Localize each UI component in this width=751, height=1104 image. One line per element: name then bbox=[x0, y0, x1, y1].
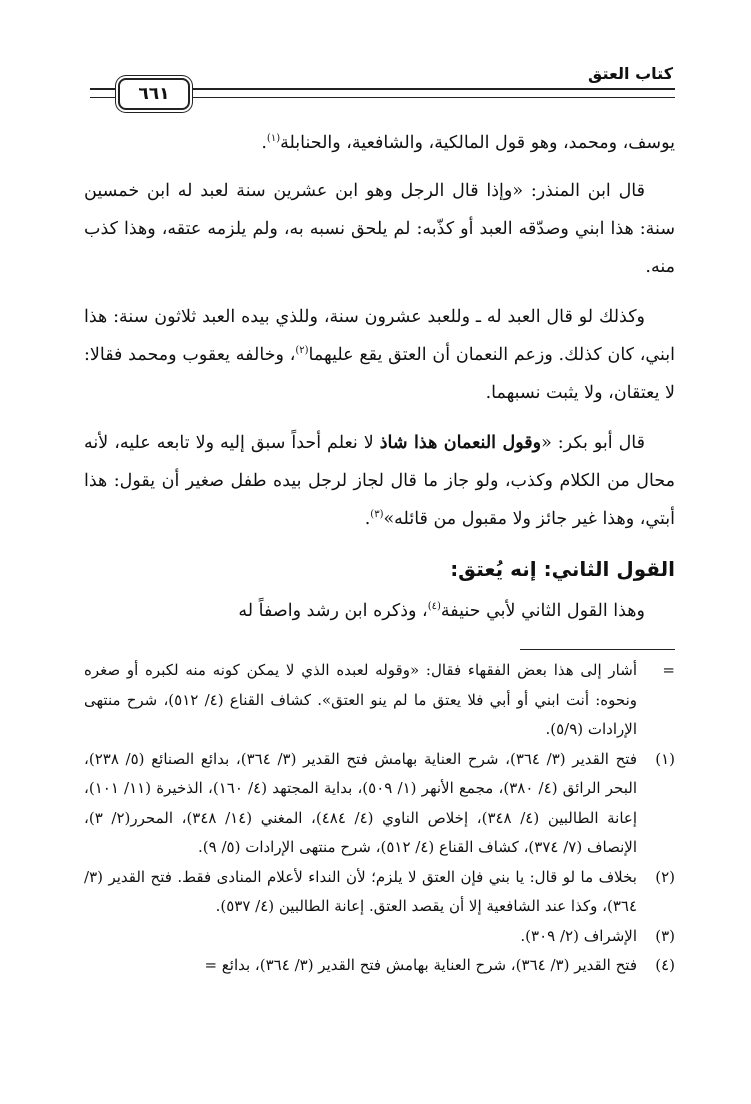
header-rule-left bbox=[90, 88, 116, 98]
header-rule bbox=[188, 88, 675, 98]
footnote-text: بخلاف ما لو قال: يا بني فإن العتق لا يلزم؛ لأن النداء لأعلام المنادى فقط. فتح القدير (٣/ ٣٦٤)، وكذا عند الشافعية إلا أن يقصد العتق. إعانة الطالبين (٤/ ٥٣٧). bbox=[84, 867, 637, 915]
footnote-2 bbox=[84, 863, 675, 922]
footnote-separator bbox=[520, 649, 675, 650]
footnote-text: فتح القدير (٣/ ٣٦٤)، شرح العناية بهامش فتح القدير (٣/ ٣٦٤)، بدائع الصنائع (٥/ ٢٣٨)، البحر الرائق (٤/ ٣٨٠)، مجمع الأنهر (١/ ٥٠٩)، بداية المجتهد (٤/ ١٦٠)، الذخيرة (١١/ ١٠١)، إعانة الطالبين (٤/ ٣٤٨)، إخلاص الناوي (٤/ ٤٨٤)، المغني (١٤/ ٣٤٨)، المحرر(٢/ ٣)، الإنصاف (٧/ ٣٧٤)، كشاف القناع (٤/ ٥١٢)، شرح منتهى الإرادات (٥/ ٩). bbox=[84, 749, 638, 856]
main-text bbox=[84, 124, 675, 642]
footnote-ref-3[interactable]: (٣) bbox=[370, 509, 384, 521]
footnote-4 bbox=[84, 951, 675, 981]
footnote-mark: = bbox=[662, 661, 675, 679]
paragraph-1: يوسف، ومحمد، وهو قول المالكية، والشافعية، والحنابلة$^{(١)}$. bbox=[261, 133, 675, 153]
footnote-mark: (٢) bbox=[655, 867, 675, 886]
footnote-ref-1[interactable]: (١) bbox=[266, 133, 281, 145]
footnote-text: فتح القدير (٣/ ٣٦٤)، شرح العناية بهامش فتح القدير (٣/ ٣٦٤)، بدائع = bbox=[204, 956, 637, 974]
section-heading: القول الثاني: إنه يُعتق: bbox=[450, 557, 675, 581]
paragraph-2: قال ابن المنذر: «وإذا قال الرجل وهو ابن عشرين سنة لعبد له ابن خمسين سنة: هذا ابني وصدّقه العبد أو كذّبه: لم يلحق نسبه به، ولم يلزمه عتقه، وهذا كذب منه. bbox=[84, 181, 675, 277]
footnote-text: أشار إلى هذا بعض الفقهاء فقال: «وقوله لعبده الذي لا يمكن كونه منه لكبره أو صغره ونحوه: أنت ابني أو أبي فلا يعتق ما لم ينو العتق». كشاف القناع (٤/ ٥١٢)، شرح منتهى الإرادات (٥/٩). bbox=[84, 661, 637, 738]
footnote-mark: (٤) bbox=[655, 956, 675, 974]
footnote-3 bbox=[84, 922, 675, 952]
footnote-ref-4[interactable]: (٤) bbox=[427, 601, 441, 613]
footnote-ref-2[interactable]: (٢) bbox=[295, 345, 309, 357]
footnote-1 bbox=[84, 745, 675, 863]
paragraph-5: وهذا القول الثاني لأبي حنيفة$^{(٤)}$، وذكره ابن رشد واصفاً له bbox=[238, 601, 645, 621]
paragraph-3: وكذلك لو قال العبد له ـ وللعبد عشرون سنة، وللذي بيده العبد ثلاثون سنة: هذا ابني، كان كذلك. وزعم النعمان أن العتق يقع عليهما$^{(٢)}$، وخالفه يعقوب ومحمد فقالا: لا يعتقان، ولا يثبت نسبهما. bbox=[84, 307, 675, 403]
footnote-mark: (١) bbox=[655, 749, 675, 768]
footnote-text: الإشراف (٢/ ٣٠٩). bbox=[520, 926, 637, 945]
bold-quote: وقول النعمان هذا شاذ bbox=[379, 433, 542, 453]
page-number: ٦٦١ bbox=[118, 78, 190, 110]
footnotes bbox=[84, 656, 675, 981]
footnote-continued bbox=[84, 656, 675, 745]
paragraph-4: قال أبو بكر: «وقول النعمان هذا شاذ لا نعلم أحداً سبق إليه ولا تابعه عليه، لأنه محال من الكلام وكذب، ولو جاز ما قال لجاز لرجل بيده طفل صغير أن يقول: هذا أبتي، وهذا غير جائز ولا مقبول من قائله»$^{(٣)}$. bbox=[84, 433, 675, 529]
footnote-mark: (٣) bbox=[655, 926, 675, 945]
running-header-title: كتاب العتق bbox=[588, 64, 673, 83]
